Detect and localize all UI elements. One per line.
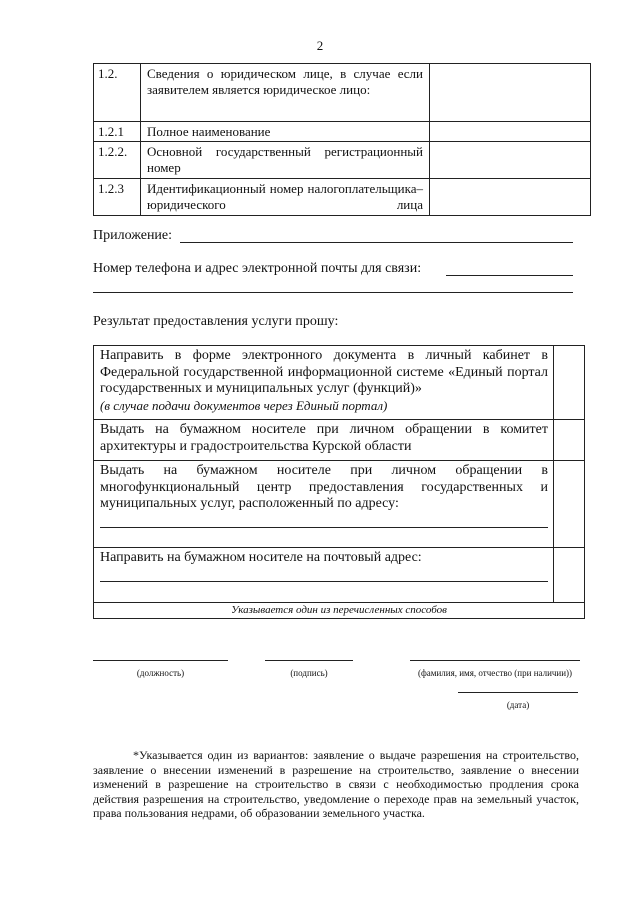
signature-caption: (подпись) bbox=[290, 668, 328, 678]
mfc-address-field[interactable] bbox=[100, 513, 548, 528]
position-field[interactable] bbox=[93, 660, 228, 661]
contact-label: Номер телефона и адрес электронной почты для связи: bbox=[93, 261, 422, 276]
result-option-text: Выдать на бумажном носителе при личном обращении в комитет архитектуры и градостроительства Курской области bbox=[100, 422, 548, 454]
contact-field[interactable] bbox=[446, 275, 573, 276]
attachment-label: Приложение: bbox=[93, 228, 173, 243]
table-row bbox=[94, 346, 585, 420]
contact-field-continued[interactable] bbox=[93, 292, 573, 293]
result-option-checkbox[interactable] bbox=[554, 548, 585, 603]
result-footer: Указывается один из перечисленных способов bbox=[94, 603, 585, 619]
row-number: 1.2.3 bbox=[94, 179, 141, 216]
result-label: Результат предоставления услуги прошу: bbox=[93, 314, 339, 329]
result-option-checkbox[interactable] bbox=[554, 346, 585, 420]
result-option bbox=[94, 461, 554, 548]
row-description: Полное наименование bbox=[141, 122, 430, 142]
result-option bbox=[94, 346, 554, 420]
table-row bbox=[94, 603, 585, 619]
table-row bbox=[94, 461, 585, 548]
full-name-caption: (фамилия, имя, отчество (при наличии)) bbox=[417, 668, 573, 678]
result-option-checkbox[interactable] bbox=[554, 420, 585, 461]
result-options-table bbox=[93, 345, 585, 619]
row-value-cell[interactable] bbox=[430, 122, 591, 142]
postal-address-field[interactable] bbox=[100, 567, 548, 582]
footnote: *Указывается один из вариантов: заявление о выдаче разрешения на строительство, заявление о внесении изменений в разрешение на строительство, заявление о внесении изменений в разрешение на строительство в связи с необходимостью продления срока действия разрешения на строительство, уведомление о переходе прав на земельный участок, права пользования недрами, об образовании земельного участка. bbox=[93, 748, 579, 820]
result-option bbox=[94, 548, 554, 603]
table-row bbox=[94, 122, 591, 142]
date-field[interactable] bbox=[458, 692, 578, 693]
result-option-text: Выдать на бумажном носителе при личном обращении в многофункциональный центр предоставления государственных и муниципальных услуг, расположенный по адресу: bbox=[100, 463, 548, 511]
result-option bbox=[94, 420, 554, 461]
legal-entity-table bbox=[93, 63, 591, 216]
signature-field[interactable] bbox=[265, 660, 353, 661]
row-description: Идентификационный номер налогоплательщика– юридического лица bbox=[141, 179, 430, 216]
row-number: 1.2.2. bbox=[94, 142, 141, 179]
row-value-cell[interactable] bbox=[430, 179, 591, 216]
result-option-note: (в случае подачи документов через Единый портал) bbox=[100, 397, 388, 413]
table-row bbox=[94, 548, 585, 603]
row-number: 1.2.1 bbox=[94, 122, 141, 142]
row-description: Сведения о юридическом лице, в случае если заявителем является юридическое лицо: bbox=[141, 64, 430, 122]
row-value-cell[interactable] bbox=[430, 142, 591, 179]
result-option-checkbox[interactable] bbox=[554, 461, 585, 548]
table-row bbox=[94, 142, 591, 179]
date-caption: (дата) bbox=[506, 700, 530, 710]
position-caption: (должность) bbox=[136, 668, 185, 678]
result-option-text: Направить на бумажном носителе на почтовый адрес: bbox=[100, 550, 422, 565]
result-option-text: Направить в форме электронного документа в личный кабинет в Федеральной государственной информационной системе «Единый портал государственных и муниципальных услуг (функций)» bbox=[100, 348, 548, 396]
page-number: 2 bbox=[316, 38, 324, 53]
row-value-cell[interactable] bbox=[430, 64, 591, 122]
row-description: Основной государственный регистрационный номер bbox=[141, 142, 430, 179]
attachment-field[interactable] bbox=[180, 242, 573, 243]
row-number: 1.2. bbox=[94, 64, 141, 122]
table-row bbox=[94, 420, 585, 461]
table-row bbox=[94, 179, 591, 216]
full-name-field[interactable] bbox=[410, 660, 580, 661]
table-row bbox=[94, 64, 591, 122]
